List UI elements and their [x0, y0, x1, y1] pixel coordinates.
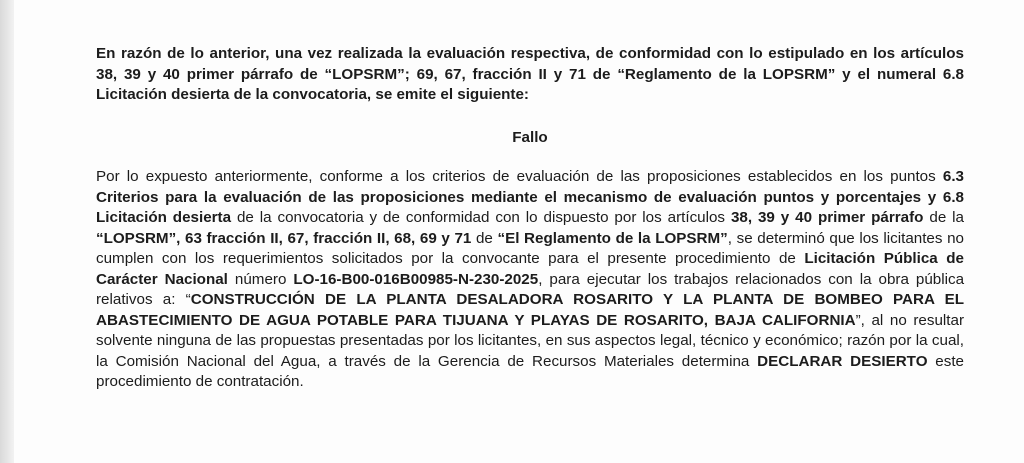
text-run: este procedimiento de contratación. [96, 352, 965, 390]
document-page [14, 0, 1024, 463]
bold-run: Licitación Pública de Carácter Nacional [96, 250, 964, 288]
bold-run: 38, 39 y 40 primer párrafo [730, 209, 924, 226]
bold-run: LO-16-B00-016B00985-N-230-2025 [293, 270, 539, 288]
text-run: de la convocatoria y de conformidad con lo dispuesto por los artículos [231, 209, 731, 226]
bold-run: CONSTRUCCIÓN DE LA PLANTA DESALADORA ROSARITO Y LA PLANTA DE BOMBEO PARA EL ABASTECIMIENTO DE AGUA POTABLE PARA TIJUANA Y PLAYAS DE ROSARITO, BAJA CALIFORNIA [96, 291, 964, 329]
bold-run: 6.3 Criterios para la evaluación de las proposiciones mediante el mecanismo de evaluación puntos y porcentajes y 6.8 Licitación desierta [96, 168, 964, 226]
bold-run: “LOPSRM”, 63 fracción II, 67, fracción II, 68, 69 y 71 [96, 229, 472, 247]
bold-run: “El Reglamento de la LOPSRM” [497, 229, 728, 247]
text-run: , para ejecutar los trabajos relacionados con la obra pública relativos a: “ [96, 270, 965, 308]
text-run: , se determinó que los licitantes no cumplen con los requerimientos solicitados por la convocante para el presente procedimiento de [96, 229, 964, 267]
section-title: Fallo [512, 128, 548, 146]
document-body [96, 44, 964, 393]
fallo-paragraph [96, 167, 964, 393]
text-run: número [227, 270, 294, 288]
page-edge-shadow [0, 0, 14, 463]
bold-run: DECLARAR DESIERTO [757, 352, 928, 370]
text-run: de la [923, 209, 964, 226]
text-run: Por lo expuesto anteriormente, conforme a los criterios de evaluación de las proposiciones establecidos en los puntos [96, 168, 943, 185]
text-run: ”, al no resultar solvente ninguna de las propuestas presentadas por los licitantes, en sus aspectos legal, técnico y económico; razón por la cual, la Comisión Nacional del Agua, a través de la Gerencia de Recursos Materiales determina [96, 311, 964, 370]
intro-paragraph: En razón de lo anterior, una vez realizada la evaluación respectiva, de conformidad con lo estipulado en los artículos 38, 39 y 40 primer párrafo de “LOPSRM”; 69, 67, fracción II y 71 de “Reglamento de la LOPSRM” y el numeral 6.8 Licitación desierta de la convocatoria, se emite el siguiente: [96, 45, 964, 103]
text-run: de [471, 229, 498, 247]
